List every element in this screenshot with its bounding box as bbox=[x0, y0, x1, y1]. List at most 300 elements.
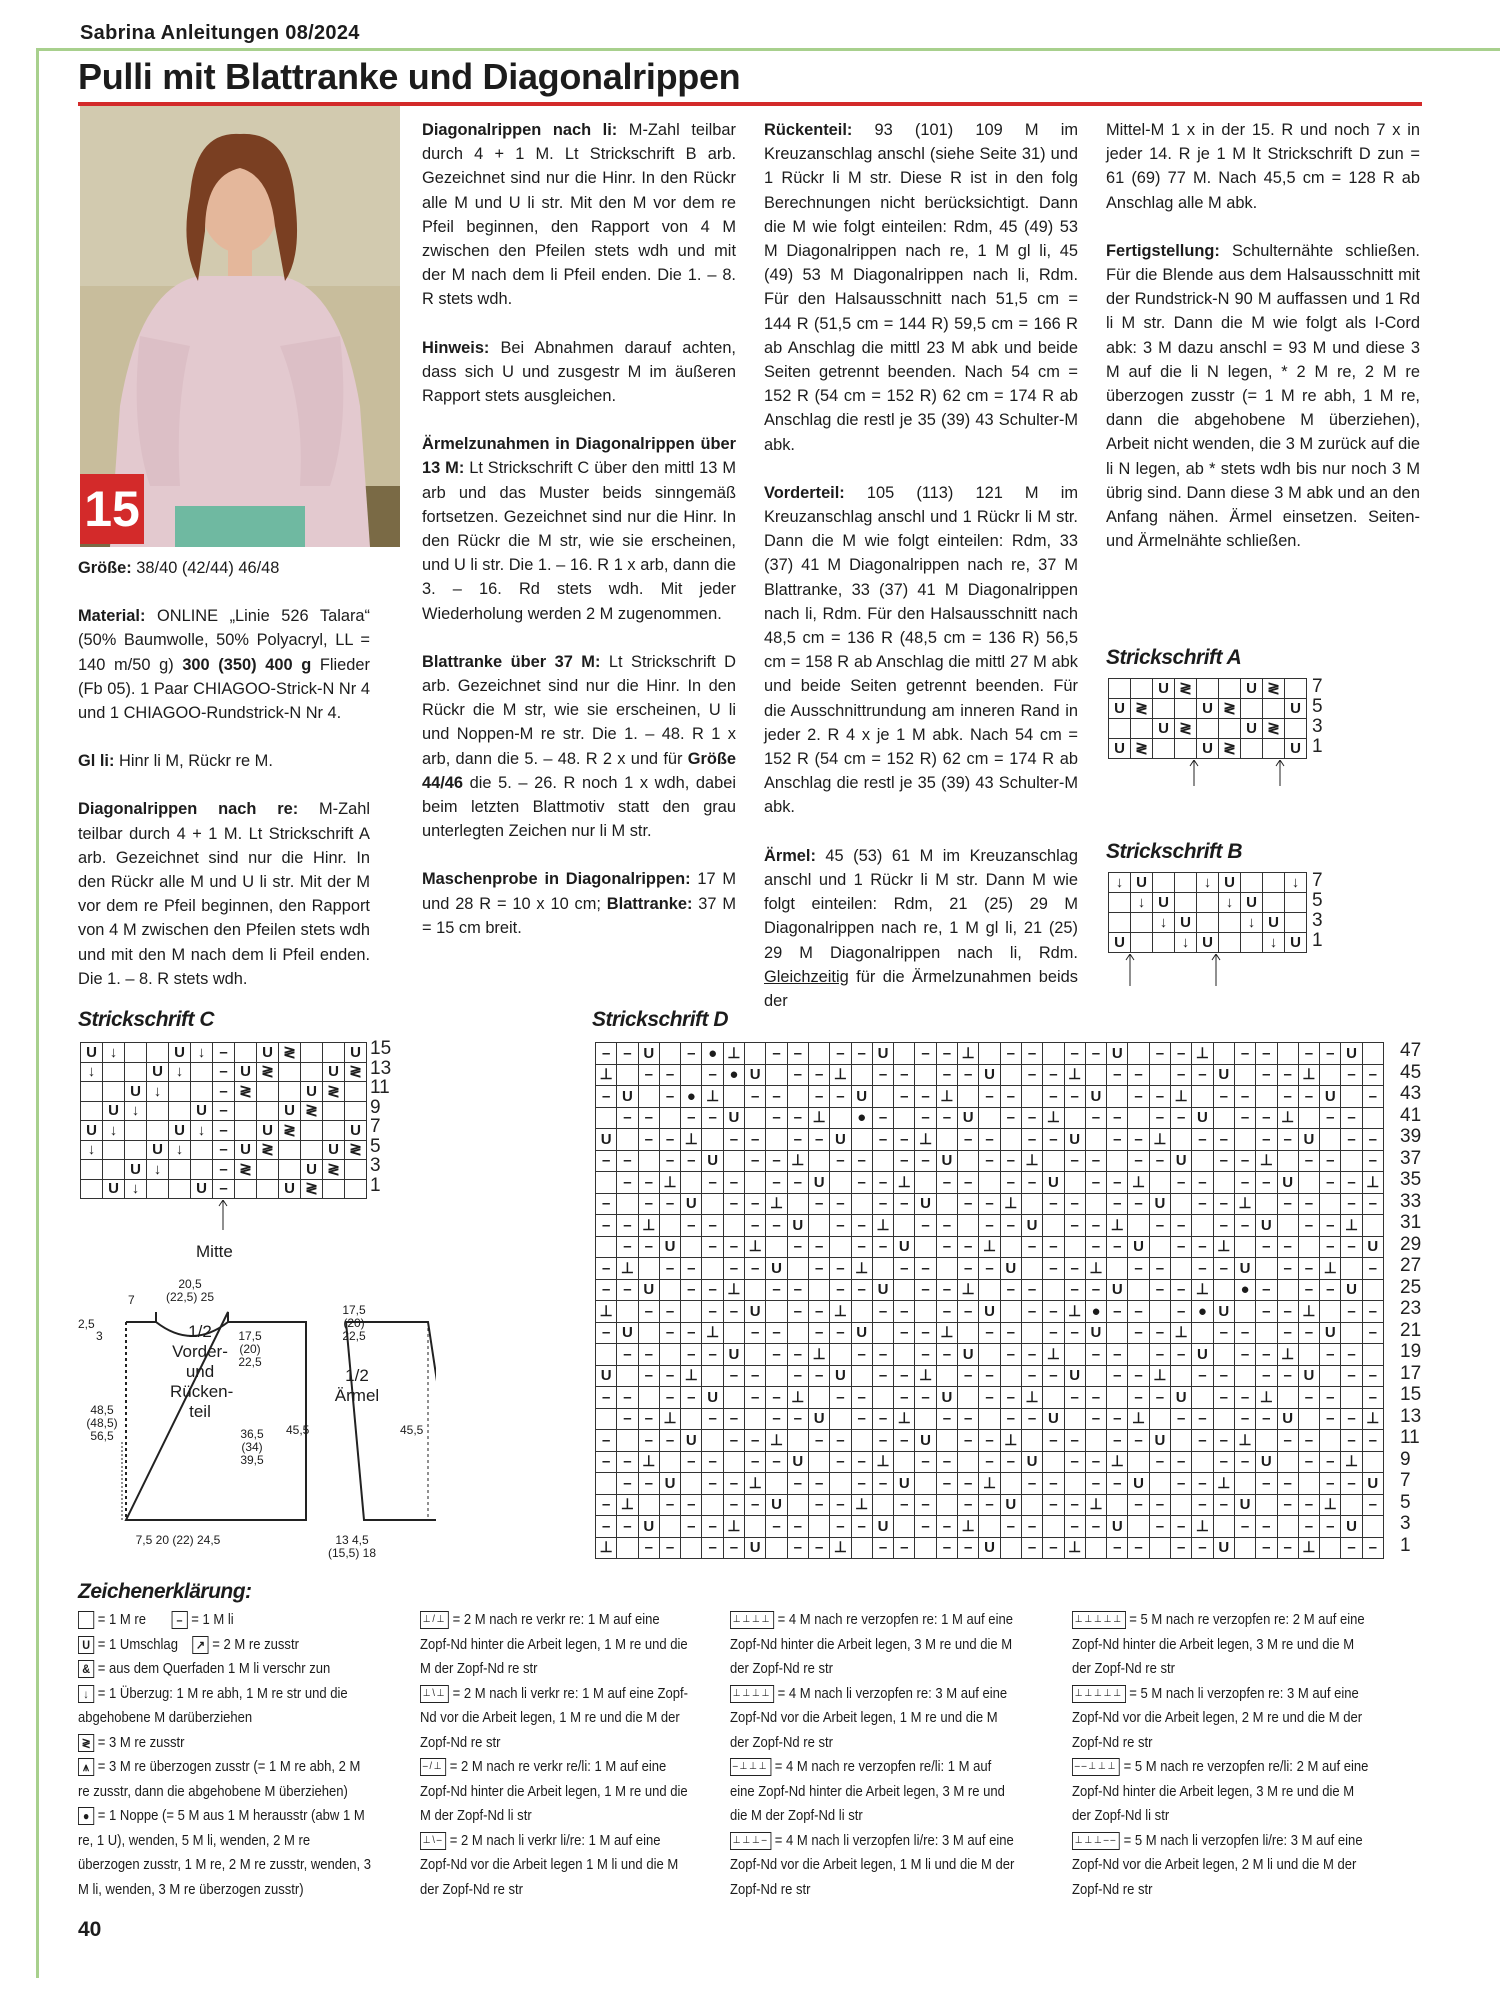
chart-cell: ↓ bbox=[1109, 873, 1131, 893]
chart-cell: ⊥ bbox=[766, 1194, 787, 1216]
chart-cell: – bbox=[639, 1538, 660, 1560]
chart-cell bbox=[1192, 1323, 1213, 1345]
chart-cell bbox=[1341, 1495, 1362, 1517]
chart-cell: ⊥ bbox=[1150, 1129, 1171, 1151]
chart-cell bbox=[1299, 1108, 1320, 1130]
chart-cell: – bbox=[1107, 1129, 1128, 1151]
chart-cell: – bbox=[745, 1151, 766, 1173]
chart-cell: U bbox=[103, 1180, 125, 1200]
chart-cell: – bbox=[1278, 1323, 1299, 1345]
chart-cell: – bbox=[1171, 1108, 1192, 1130]
chart-cell bbox=[1175, 893, 1197, 913]
chart-cell: – bbox=[958, 1301, 979, 1323]
page-title: Pulli mit Blattranke und Diagonalrippen bbox=[78, 56, 741, 97]
chart-cell: – bbox=[213, 1043, 235, 1063]
chart-cell: – bbox=[617, 1172, 638, 1194]
chart-cell: ≷ bbox=[279, 1043, 301, 1063]
chart-cell: – bbox=[1214, 1366, 1235, 1388]
chart-cell bbox=[169, 1102, 191, 1122]
chart-cell: – bbox=[809, 1538, 830, 1560]
chart-cell: U bbox=[1171, 1387, 1192, 1409]
chart-cell: – bbox=[830, 1452, 851, 1474]
chart-cell: – bbox=[979, 1366, 1000, 1388]
chart-cell: – bbox=[1150, 1495, 1171, 1517]
chart-cell bbox=[1192, 1151, 1213, 1173]
chart-cell: ⊥ bbox=[702, 1086, 723, 1108]
chart-cell: ≷ bbox=[1219, 739, 1241, 759]
dim-sleeve-right: 45,5 bbox=[400, 1423, 424, 1437]
chart-cell bbox=[1341, 1323, 1362, 1345]
chart-cell bbox=[169, 1180, 191, 1200]
chart-cell bbox=[1320, 1065, 1341, 1087]
cable-2-left-purl-symbol: ⊥\– bbox=[420, 1832, 446, 1850]
chart-cell: – bbox=[1256, 1409, 1277, 1431]
chart-cell: – bbox=[1299, 1086, 1320, 1108]
legend-col-1: = 1 M re – = 1 M li U = 1 Umschlag ↗ = 2 M re zusstr & = aus dem Querfaden 1 M li verschr zun ↓ = 1 Überzug: 1 M re abh, 1 M re str und die abgehobene M darüberziehen ≷ = 3 M re zusstr ⩚ = 3 M re überzogen zusstr (= 1 M re abh, 2 M re zusstr, dann die abgehobene M überziehen) ● = 1 Noppe (= 5 M aus 1 M herausstr (abw 1 M re, 1 U), wenden, 5 M li, wenden, 2 M re überzogen zusstr, 1 M re, 2 M re zusstr, wenden, 3 M li, wenden, 3 M re überzogen zusstr) bbox=[78, 1612, 372, 1898]
chart-cell bbox=[702, 1366, 723, 1388]
chart-cell: – bbox=[1107, 1237, 1128, 1259]
chart-cell bbox=[1086, 1065, 1107, 1087]
chart-cell: – bbox=[937, 1237, 958, 1259]
chart-cell: U bbox=[1107, 1043, 1128, 1065]
bobble-symbol: ● bbox=[78, 1807, 94, 1825]
chart-cell bbox=[1241, 873, 1263, 893]
chart-cell: – bbox=[1192, 1538, 1213, 1560]
chart-cell bbox=[125, 1141, 147, 1161]
chart-cell bbox=[852, 1538, 873, 1560]
chart-cell: – bbox=[894, 1323, 915, 1345]
chart-cell: ● bbox=[852, 1108, 873, 1130]
chart-cell: – bbox=[979, 1495, 1000, 1517]
chart-cell bbox=[279, 1160, 301, 1180]
chart-cell: U bbox=[125, 1160, 147, 1180]
chart-cell: – bbox=[1086, 1280, 1107, 1302]
chart-cell bbox=[639, 1258, 660, 1280]
chart-cell bbox=[1001, 1237, 1022, 1259]
chart-cell bbox=[1235, 1538, 1256, 1560]
chart-cell: – bbox=[894, 1366, 915, 1388]
chart-cell: – bbox=[745, 1086, 766, 1108]
chart-cell: – bbox=[596, 1452, 617, 1474]
chart-cell: U bbox=[937, 1151, 958, 1173]
chart-cell: – bbox=[915, 1151, 936, 1173]
row-number: 41 bbox=[1400, 1104, 1422, 1126]
chart-cell: – bbox=[1299, 1323, 1320, 1345]
row-number: 7 bbox=[1400, 1470, 1411, 1491]
dim-sleeve-top: 17,5 (20) 22,5 bbox=[342, 1303, 366, 1343]
chart-cell: – bbox=[660, 1366, 681, 1388]
chart-cell: U bbox=[915, 1194, 936, 1216]
chart-cell: – bbox=[1128, 1538, 1149, 1560]
chart-cell: ● bbox=[1086, 1301, 1107, 1323]
chart-cell: – bbox=[1256, 1065, 1277, 1087]
chart-cell bbox=[1001, 1301, 1022, 1323]
chart-cell: – bbox=[915, 1344, 936, 1366]
row-number: 23 bbox=[1400, 1298, 1422, 1319]
chart-cell: – bbox=[1320, 1043, 1341, 1065]
chart-d-title: Strickschrift D bbox=[592, 1008, 729, 1031]
chart-cell: ↓ bbox=[1263, 933, 1285, 953]
chart-cell: – bbox=[702, 1108, 723, 1130]
chart-cell: – bbox=[1001, 1151, 1022, 1173]
chart-cell bbox=[1363, 1344, 1384, 1366]
chart-cell: – bbox=[1107, 1366, 1128, 1388]
chart-cell: U bbox=[788, 1215, 809, 1237]
chart-cell: – bbox=[1171, 1043, 1192, 1065]
chart-cell: – bbox=[1171, 1452, 1192, 1474]
chart-cell: – bbox=[745, 1387, 766, 1409]
row-number: 13 bbox=[370, 1057, 392, 1079]
chart-cell: – bbox=[1299, 1151, 1320, 1173]
legend-title: Zeichenerklärung: bbox=[78, 1580, 252, 1603]
chart-cell: – bbox=[660, 1086, 681, 1108]
chart-cell: – bbox=[1341, 1409, 1362, 1431]
chart-cell: U bbox=[1192, 1344, 1213, 1366]
chart-cell: U bbox=[1107, 1516, 1128, 1538]
chart-cell: ● bbox=[702, 1043, 723, 1065]
chart-cell: ↓ bbox=[1241, 913, 1263, 933]
chart-cell: – bbox=[1214, 1194, 1235, 1216]
chart-cell: U bbox=[660, 1237, 681, 1259]
chart-cell: U bbox=[1241, 719, 1263, 739]
chart-cell: – bbox=[830, 1194, 851, 1216]
chart-cell: ⊥ bbox=[1278, 1344, 1299, 1366]
chart-cell bbox=[639, 1387, 660, 1409]
chart-cell: U bbox=[323, 1063, 345, 1083]
chart-cell: – bbox=[1363, 1430, 1384, 1452]
chart-cell: ⊥ bbox=[852, 1495, 873, 1517]
chart-cell: U bbox=[830, 1129, 851, 1151]
chart-cell: ↓ bbox=[125, 1180, 147, 1200]
chart-cell: ≷ bbox=[301, 1180, 323, 1200]
k2tog-symbol: ↗ bbox=[192, 1636, 208, 1654]
chart-cell: – bbox=[745, 1258, 766, 1280]
chart-cell: ≷ bbox=[1219, 699, 1241, 719]
chart-cell: – bbox=[979, 1430, 1000, 1452]
chart-cell: ⊥ bbox=[1363, 1172, 1384, 1194]
chart-cell bbox=[894, 1344, 915, 1366]
chart-cell bbox=[103, 1141, 125, 1161]
pattern-number-badge: 15 bbox=[80, 474, 144, 544]
chart-cell: U bbox=[1256, 1452, 1277, 1474]
chart-cell: – bbox=[1107, 1344, 1128, 1366]
chart-cell: – bbox=[766, 1344, 787, 1366]
chart-cell: U bbox=[915, 1430, 936, 1452]
chart-cell: U bbox=[301, 1160, 323, 1180]
chart-cell: ⊥ bbox=[937, 1323, 958, 1345]
chart-cell bbox=[1128, 1344, 1149, 1366]
chart-c-center-arrow bbox=[80, 1200, 380, 1236]
chart-cell bbox=[1086, 1129, 1107, 1151]
chart-cell: – bbox=[1192, 1473, 1213, 1495]
chart-cell: – bbox=[1341, 1473, 1362, 1495]
cable-4-right-purl-symbol: –⊥⊥⊥ bbox=[730, 1758, 771, 1776]
chart-cell: – bbox=[1235, 1172, 1256, 1194]
chart-cell: – bbox=[894, 1258, 915, 1280]
chart-cell: – bbox=[1065, 1430, 1086, 1452]
chart-cell bbox=[766, 1237, 787, 1259]
chart-cell: – bbox=[1256, 1473, 1277, 1495]
chart-cell: – bbox=[596, 1215, 617, 1237]
chart-cell bbox=[937, 1366, 958, 1388]
chart-cell bbox=[788, 1323, 809, 1345]
chart-cell: – bbox=[1001, 1086, 1022, 1108]
chart-cell bbox=[745, 1344, 766, 1366]
chart-cell bbox=[1022, 1495, 1043, 1517]
chart-cell: ≷ bbox=[323, 1160, 345, 1180]
chart-cell: U bbox=[1150, 1194, 1171, 1216]
chart-cell: – bbox=[702, 1473, 723, 1495]
chart-cell bbox=[1022, 1086, 1043, 1108]
chart-cell bbox=[323, 1102, 345, 1122]
chart-cell: – bbox=[894, 1301, 915, 1323]
chart-cell bbox=[1128, 1215, 1149, 1237]
chart-cell: – bbox=[596, 1086, 617, 1108]
chart-cell bbox=[125, 1121, 147, 1141]
chart-cell bbox=[702, 1495, 723, 1517]
chart-cell bbox=[979, 1172, 1000, 1194]
sleeve-piece-label: 1/2 Ärmel bbox=[334, 1366, 380, 1405]
chart-cell: ● bbox=[681, 1086, 702, 1108]
chart-cell bbox=[1285, 913, 1307, 933]
chart-cell: – bbox=[660, 1129, 681, 1151]
chart-cell: – bbox=[937, 1280, 958, 1302]
chart-cell: ⊥ bbox=[596, 1301, 617, 1323]
chart-cell: – bbox=[809, 1366, 830, 1388]
chart-cell: – bbox=[873, 1344, 894, 1366]
chart-cell: – bbox=[937, 1409, 958, 1431]
chart-cell: U bbox=[724, 1344, 745, 1366]
chart-cell bbox=[169, 1082, 191, 1102]
chart-cell: U bbox=[345, 1121, 367, 1141]
chart-cell: – bbox=[1065, 1452, 1086, 1474]
chart-cell: ⊥ bbox=[702, 1323, 723, 1345]
chart-cell: – bbox=[1043, 1538, 1064, 1560]
chart-cell: – bbox=[1278, 1430, 1299, 1452]
row-number: 29 bbox=[1400, 1233, 1422, 1255]
purl-symbol: – bbox=[171, 1611, 187, 1629]
chart-cell: ≷ bbox=[1263, 719, 1285, 739]
chart-cell bbox=[681, 1538, 702, 1560]
chart-cell: – bbox=[639, 1301, 660, 1323]
chart-cell bbox=[1065, 1172, 1086, 1194]
chart-cell: – bbox=[1171, 1172, 1192, 1194]
chart-cell: ⊥ bbox=[617, 1495, 638, 1517]
chart-cell: – bbox=[1299, 1495, 1320, 1517]
chart-cell: U bbox=[301, 1082, 323, 1102]
chart-cell: – bbox=[1022, 1129, 1043, 1151]
chart-cell: – bbox=[681, 1323, 702, 1345]
row-number: 13 bbox=[1400, 1405, 1422, 1427]
chart-cell: U bbox=[1175, 913, 1197, 933]
chart-cell: ⊥ bbox=[915, 1366, 936, 1388]
chart-c-mitte-label: Mitte bbox=[196, 1242, 233, 1261]
chart-cell: ⊥ bbox=[596, 1538, 617, 1560]
chart-cell: ≷ bbox=[257, 1141, 279, 1161]
chart-cell: U bbox=[979, 1538, 1000, 1560]
chart-cell bbox=[301, 1043, 323, 1063]
chart-cell bbox=[596, 1172, 617, 1194]
row-number: 15 bbox=[370, 1038, 392, 1059]
chart-cell: – bbox=[617, 1344, 638, 1366]
chart-cell bbox=[1192, 1215, 1213, 1237]
chart-cell: – bbox=[681, 1215, 702, 1237]
chart-cell bbox=[1263, 699, 1285, 719]
chart-cell: U bbox=[1299, 1129, 1320, 1151]
chart-cell bbox=[1001, 1065, 1022, 1087]
chart-cell: – bbox=[766, 1172, 787, 1194]
chart-cell: U bbox=[257, 1121, 279, 1141]
chart-cell bbox=[1175, 699, 1197, 719]
chart-cell: – bbox=[1320, 1172, 1341, 1194]
chart-cell bbox=[1235, 1065, 1256, 1087]
chart-cell: – bbox=[1107, 1473, 1128, 1495]
dim-2-5: 2,5 bbox=[78, 1317, 95, 1331]
chart-cell: U bbox=[1153, 679, 1175, 699]
chart-cell: – bbox=[809, 1301, 830, 1323]
chart-cell: U bbox=[235, 1063, 257, 1083]
chart-cell bbox=[235, 1043, 257, 1063]
chart-cell: – bbox=[724, 1237, 745, 1259]
chart-cell bbox=[958, 1387, 979, 1409]
chart-cell bbox=[788, 1194, 809, 1216]
chart-cell: ⊥ bbox=[1043, 1108, 1064, 1130]
chart-cell bbox=[617, 1366, 638, 1388]
chart-cell bbox=[660, 1344, 681, 1366]
chart-cell: – bbox=[702, 1516, 723, 1538]
chart-cell: – bbox=[915, 1323, 936, 1345]
chart-cell: – bbox=[1214, 1323, 1235, 1345]
column-3: Rückenteil: 93 (101) 109 M im Kreuzanschlag anschl (siehe Seite 31) und 1 Rückr li M str. Diese R ist in den folg Berechnungen nicht berücksichtigt. Dann die M wie folgt einteilen: Rdm, 45 (49) 53 M Diagonalrippen nach re, 1 M gl li, 45 (49) 53 M Diagonalrippen nach li, Rdm. Für den Halsausschnitt nach 51,5 cm = 144 R (51,5 cm = 144 R) 59,5 cm = 166 R ab Anschlag die mittl 23 M abk und beide Seiten getrennt beenden. Nach 54 cm = 152 R (54 cm = 152 R) 62 cm = 174 R ab Anschlag die restl je 35 (39) 43 Schulter-M abk. Vorderteil: 105 (113) 121 M im Kreuzanschlag anschl und 1 Rückr li M str. Dann die M wie folgt einteilen: Rdm, 33 (37) 41 M Diagonalrippen nach re, 37 M Blattranke, 33 (37) 41 M Diagonalrippen nach li, Rdm. Für den Halsausschnitt nach 48,5 cm = 136 R (48,5 cm = 136 R) 56,5 cm = 158 R ab Anschlag die mittl 27 M abk und beide Seiten getrennt beenden. Für die Ausschnittrundung am inneren Rand in jeder 2. R 4 x je 1 M abk. Nach 54 cm = 152 R (54 cm = 152 R) 62 cm = 174 R ab Anschlag die restl je 35 (39) 43 Schulter-M abk. Ärmel: 45 (53) 61 M im Kreuzanschlag anschl und 1 Rückr li M str. Dann M wie folgt einteilen: Rdm, 21 (25) 29 M Diagonalrippen nach re, 1 M gl li, 21 (25) 29 M Diagonalrippen nach li, Rdm. Gleichzeitig für die Ärmelzunahmen beids der bbox=[764, 121, 1078, 1010]
chart-cell bbox=[257, 1180, 279, 1200]
chart-cell: ⊥ bbox=[958, 1043, 979, 1065]
chart-cell: – bbox=[724, 1194, 745, 1216]
chart-cell: ↓ bbox=[1219, 893, 1241, 913]
chart-cell bbox=[1256, 1430, 1277, 1452]
chart-cell bbox=[1175, 873, 1197, 893]
chart-cell bbox=[147, 1180, 169, 1200]
chart-cell: – bbox=[788, 1172, 809, 1194]
chart-cell: – bbox=[1043, 1065, 1064, 1087]
chart-cell: U bbox=[617, 1323, 638, 1345]
chart-cell: – bbox=[1192, 1430, 1213, 1452]
chart-cell: – bbox=[1256, 1280, 1277, 1302]
chart-cell bbox=[894, 1516, 915, 1538]
chart-cell: – bbox=[1320, 1452, 1341, 1474]
chart-cell bbox=[830, 1409, 851, 1431]
chart-cell: – bbox=[788, 1280, 809, 1302]
chart-cell: U bbox=[1131, 873, 1153, 893]
chart-cell: – bbox=[1128, 1065, 1149, 1087]
chart-cell bbox=[766, 1301, 787, 1323]
column-1: Größe: 38/40 (42/44) 46/48 Material: ONLINE „Linie 526 Talara“ (50% Baumwolle, 50% Polyacryl, LL = 140 m/50 g) 300 (350) 400 g Flieder (Fb 05). 1 Paar CHIAGOO-Strick-N Nr 4 und 1 CHIAGOO-Rundstrick-N Nr 4. Gl li: Hinr li M, Rückr re M. Diagonalrippen nach re: M-Zahl teilbar durch 4 + 1 M. Lt Strickschrift A arb. Gezeichnet sind nur die Hinr. In den Rückr alle M und U li str. Mit der M vor dem re Pfeil beginnen, den Rapport von 4 M zwischen den Pfeilen stets wdh und mit den M nach dem li Pfeil enden. Die 1. – 8. R stets wdh. bbox=[78, 559, 370, 988]
chart-cell: – bbox=[1001, 1043, 1022, 1065]
chart-cell bbox=[1150, 1538, 1171, 1560]
row-number: 33 bbox=[1400, 1190, 1422, 1212]
cable-4-left-purl-symbol: ⊥⊥⊥– bbox=[730, 1832, 771, 1850]
chart-cell bbox=[1278, 1516, 1299, 1538]
chart-cell: ↓ bbox=[1175, 933, 1197, 953]
chart-b-arrows bbox=[1108, 954, 1308, 990]
chart-cell: ⊥ bbox=[979, 1237, 1000, 1259]
chart-cell bbox=[809, 1280, 830, 1302]
chart-cell: – bbox=[1065, 1387, 1086, 1409]
chart-cell: – bbox=[1107, 1108, 1128, 1130]
chart-cell: U bbox=[1043, 1409, 1064, 1431]
row-number: 9 bbox=[370, 1096, 381, 1118]
chart-cell: – bbox=[724, 1301, 745, 1323]
chart-cell: – bbox=[830, 1151, 851, 1173]
chart-cell: U bbox=[894, 1237, 915, 1259]
chart-cell: – bbox=[213, 1102, 235, 1122]
chart-cell: – bbox=[596, 1151, 617, 1173]
chart-cell: ⊥ bbox=[1192, 1516, 1213, 1538]
chart-cell: U bbox=[681, 1194, 702, 1216]
chart-cell: – bbox=[660, 1495, 681, 1517]
chart-cell bbox=[257, 1102, 279, 1122]
chart-cell: ⊥ bbox=[724, 1280, 745, 1302]
chart-cell: ⊥ bbox=[1001, 1194, 1022, 1216]
chart-cell: – bbox=[830, 1043, 851, 1065]
chart-cell bbox=[809, 1516, 830, 1538]
chart-c-grid bbox=[80, 1042, 367, 1199]
chart-cell: – bbox=[979, 1323, 1000, 1345]
chart-cell: U bbox=[1001, 1495, 1022, 1517]
chart-cell: – bbox=[1320, 1409, 1341, 1431]
chart-cell: – bbox=[1341, 1344, 1362, 1366]
chart-cell bbox=[617, 1301, 638, 1323]
chart-cell: U bbox=[191, 1180, 213, 1200]
chart-cell: ⊥ bbox=[979, 1473, 1000, 1495]
chart-cell bbox=[1086, 1430, 1107, 1452]
chart-cell bbox=[1131, 913, 1153, 933]
chart-cell bbox=[1065, 1237, 1086, 1259]
chart-cell: ↓ bbox=[191, 1121, 213, 1141]
chart-cell: U bbox=[1197, 699, 1219, 719]
chart-cell: U bbox=[894, 1473, 915, 1495]
chart-cell: – bbox=[894, 1151, 915, 1173]
chart-cell bbox=[788, 1430, 809, 1452]
chart-cell: – bbox=[1278, 1194, 1299, 1216]
chart-cell: – bbox=[1299, 1043, 1320, 1065]
chart-cell bbox=[1001, 1129, 1022, 1151]
dim-top: 20,5 (22,5) 25 bbox=[165, 1277, 215, 1304]
chart-cell: – bbox=[681, 1387, 702, 1409]
chart-cell: – bbox=[1299, 1215, 1320, 1237]
chart-cell: – bbox=[702, 1301, 723, 1323]
chart-cell: – bbox=[1363, 1151, 1384, 1173]
chart-cell bbox=[1320, 1129, 1341, 1151]
chart-cell bbox=[1128, 1516, 1149, 1538]
row-number: 19 bbox=[1400, 1341, 1422, 1362]
chart-cell: – bbox=[894, 1194, 915, 1216]
chart-cell bbox=[1219, 719, 1241, 739]
chart-cell: – bbox=[809, 1430, 830, 1452]
chart-cell: ≷ bbox=[1131, 699, 1153, 719]
chart-cell: U bbox=[873, 1516, 894, 1538]
chart-cell: ⊥ bbox=[1022, 1151, 1043, 1173]
chart-cell bbox=[873, 1151, 894, 1173]
chart-cell: – bbox=[1065, 1323, 1086, 1345]
chart-cell: – bbox=[1363, 1129, 1384, 1151]
chart-cell: U bbox=[1278, 1172, 1299, 1194]
chart-cell: – bbox=[788, 1301, 809, 1323]
chart-cell bbox=[1109, 913, 1131, 933]
chart-cell: – bbox=[1150, 1323, 1171, 1345]
chart-cell bbox=[1219, 679, 1241, 699]
chart-cell: ⊥ bbox=[958, 1280, 979, 1302]
chart-cell: – bbox=[1022, 1516, 1043, 1538]
